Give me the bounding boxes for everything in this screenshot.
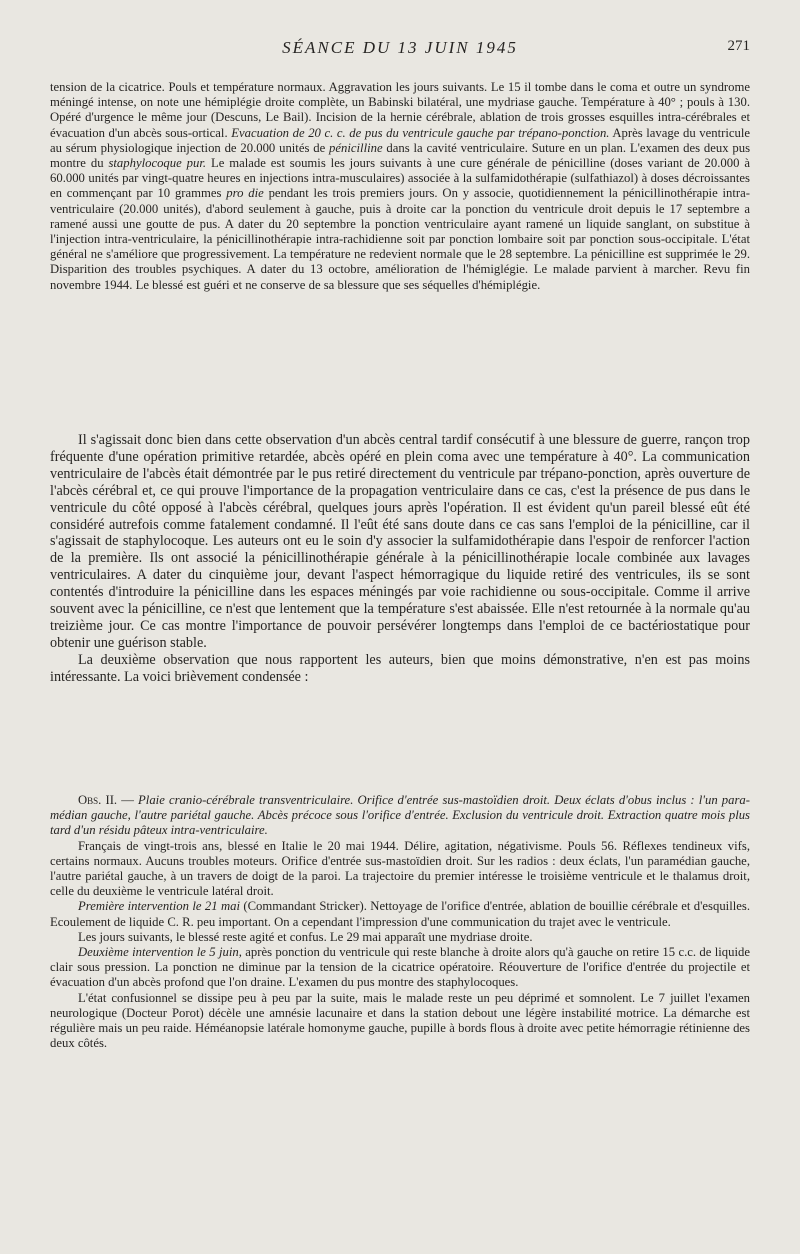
observation-paragraph [50, 945, 750, 991]
italic-text: Deuxième intervention le 5 juin, [78, 945, 242, 960]
intro-paragraph: La deuxième observation que nous rapportent les auteurs, bien que moins démonstrative, n'en est pas moins intéressante. La voici brièvement condensée : [50, 651, 750, 685]
text-run: pendant les trois premiers jours. On y associe, quotidiennement la pénicillinothérapie intra-ventriculaire (20.000 unités), d'abord seulement à gauche, puis à droite car la ponction du ventricule droit depuis le 17 septembre a ramené aussi une goutte de pus. A dater du 20 septembre la ponction ventriculaire ayant ramené un liquide sanglant, on substitue à l'injection intra-ventriculaire, la pénicillinothérapie intra-rachidienne soit par ponction lombaire soit par ponction sous-occipitale. L'état général ne s'améliore que progressivement. La température ne redevient normale que le 28 septembre. La pénicilline est supprimée le 29. Disparition des troubles psychiques. A dater du 13 octobre, amélioration de l'hémiglégie. Le malade parvient à marcher. Revu fin novembre 1944. Le blessé est guéri et ne conserve de sa blessure que ses séquelles d'hémiplégie. [50, 186, 750, 292]
running-head [50, 38, 750, 60]
discussion-paragraph: Il s'agissait donc bien dans cette observation d'un abcès central tardif consécutif à une blessure de guerre, rançon trop fréquente d'une opération primitive retardée, abcès opéré en plein coma avec une température à 40°. La communication ventriculaire de l'abcès était démontrée par le pus retiré directement du ventricule par trépano-ponction, après ouverture de l'abcès cérébral et, ce qui prouve l'importance de la propagation ventriculaire dans ce cas, c'est la présence de pus dans le ventricule du côté opposé à l'abcès cérébral, quelques jours après l'opération. Il est évident qu'un pareil blessé eût été considéré autrefois comme fatalement condamné. Il l'eût été sans doute dans ce cas sans l'emploi de la pénicilline, car il s'agissait de staphylocoque. Les auteurs ont eu le soin d'y associer la sulfamidothérapie dans l'espoir de renforcer l'action de la première. Ils ont associé la pénicillinothérapie générale à la pénicillinothérapie locale combinée aux lavages ventriculaires. A dater du cinquième jour, devant l'aspect hémorragique du liquide retiré des ventricules, ils se sont contentés d'introduire la pénicilline dans les espaces méningés par voie rachidienne ou sous-occipitale. Comme il arrive souvent avec la pénicilline, ce n'est que lentement que la température s'est abaissée. Elle n'est retournée à la normale qu'au treizième jour. Ce cas montre l'importance de pouvoir persévérer longtemps dans l'emploi de ce bactériostatique pour obtenir une guérison stable. [50, 432, 750, 651]
observation-paragraph: L'état confusionnel se dissipe peu à peu par la suite, mais le malade reste un peu déprimé et somnolent. Le 7 juillet l'examen neurologique (Docteur Porot) décèle une amnésie lacunaire et dans la station debout une légère instabilité motrice. La démarche est régulière mais un peu raide. Héméanopsie latérale homonyme gauche, pupille à bords flous à droite avec petite hémorragie rétinienne des deux côtés. [50, 990, 750, 1051]
observation-title: Plaie cranio-cérébrale transventriculaire. Orifice d'entrée sus-mastoïdien droit. Deux éclats d'obus inclus : l'un para-médian gauche, l'autre pariétal gauche. Abcès précoce sous l'orifice d'entrée. Exclusion du ventricule droit. Extraction quatre mois plus tard d'un résidu pâteux intra-ventriculaire. [50, 793, 751, 838]
text-run: Le malade est soumis les jours suivants à une cure générale de pénicilline (doses variant de 20.000 à 60.000 unités par vingt-quatre heures en injections intra-musculaires) associée à la sulfamidothérapie (sulfathiazol) à doses décroissantes en commençant par 10 grammes [50, 156, 750, 201]
italic-text: Première intervention le 21 mai [78, 899, 240, 914]
text-run: (Commandant Stricker). Nettoyage de l'orifice d'entrée, ablation de bouillie cérébrale et d'esquilles. Ecoulement de liquide C. R. peu important. On a cependant l'impression d'une communication du trajet avec le ventricule. [50, 899, 750, 929]
running-title: SÉANCE DU 13 JUIN 1945 [282, 38, 518, 57]
text-run: Après lavage du ventricule au sérum physiologique injection de 20.000 unités de [50, 125, 751, 155]
text-run: tension de la cicatrice. Pouls et température normaux. Aggravation les jours suivants. Le 15 il tombe dans le coma et outre un syndrome méningé intense, on note une hémiplégie droite complète, un Babinski bilatéral, une mydriase gauche. Température à 40° ; pouls à 130. Opéré d'urgence le même jour (Descuns, Le Bail). Incision de la hernie cérébrale, ablation de trois grosses esquilles intra-cérébrales et évacuation d'un abcès sous-ortical. [50, 80, 750, 140]
text-run: après ponction du ventricule qui reste blanche à droite alors qu'à gauche on retire 15 c.c. de liquide clair sous pression. La ponction ne diminue par la tension de la cicatrice opératoire. Réouverture de l'orifice d'entrée du projectile et évacuation d'un abcès profond que l'on draine. L'examen du pus montre des staphylocoques. [50, 945, 750, 990]
italic-text: pro die [226, 186, 264, 201]
text-run: — [117, 793, 139, 807]
case-report-continuation [50, 80, 750, 293]
italic-text: Evacuation de 20 c. c. de pus du ventricule gauche par trépano-ponction. [231, 125, 610, 140]
observation-two [50, 793, 750, 1051]
italic-text: staphylocoque pur. [108, 156, 207, 171]
observation-heading [50, 793, 750, 839]
italic-text: pénicilline [329, 140, 383, 155]
observation-paragraph: Français de vingt-trois ans, blessé en Italie le 20 mai 1944. Délire, agitation, négativisme. Pouls 56. Réflexes tendineux vifs, certains normaux. Aucuns troubles moteurs. Orifice d'entrée sus-mastoïdien droit. Sur les radios : deux éclats, l'un paramédian gauche, l'autre pariétal gauche, à un travers de doigt de la paroi. La trajectoire du premier intéresse le troisième ventricule et le thalamus droit, celle du deuxième le ventricule latéral droit. [50, 838, 750, 899]
text-run: dans la cavité ventriculaire. Suture en un plan. L'examen des deux pus montre du [50, 140, 751, 171]
observation-paragraph: Les jours suivants, le blessé reste agité et confus. Le 29 mai apparaît une mydriase droite. [78, 929, 533, 944]
observation-paragraph [50, 899, 750, 929]
discussion-section [50, 432, 750, 686]
case-report-paragraph [50, 80, 750, 293]
observation-label: Obs. II. [78, 793, 118, 807]
page-number: 271 [727, 38, 750, 54]
